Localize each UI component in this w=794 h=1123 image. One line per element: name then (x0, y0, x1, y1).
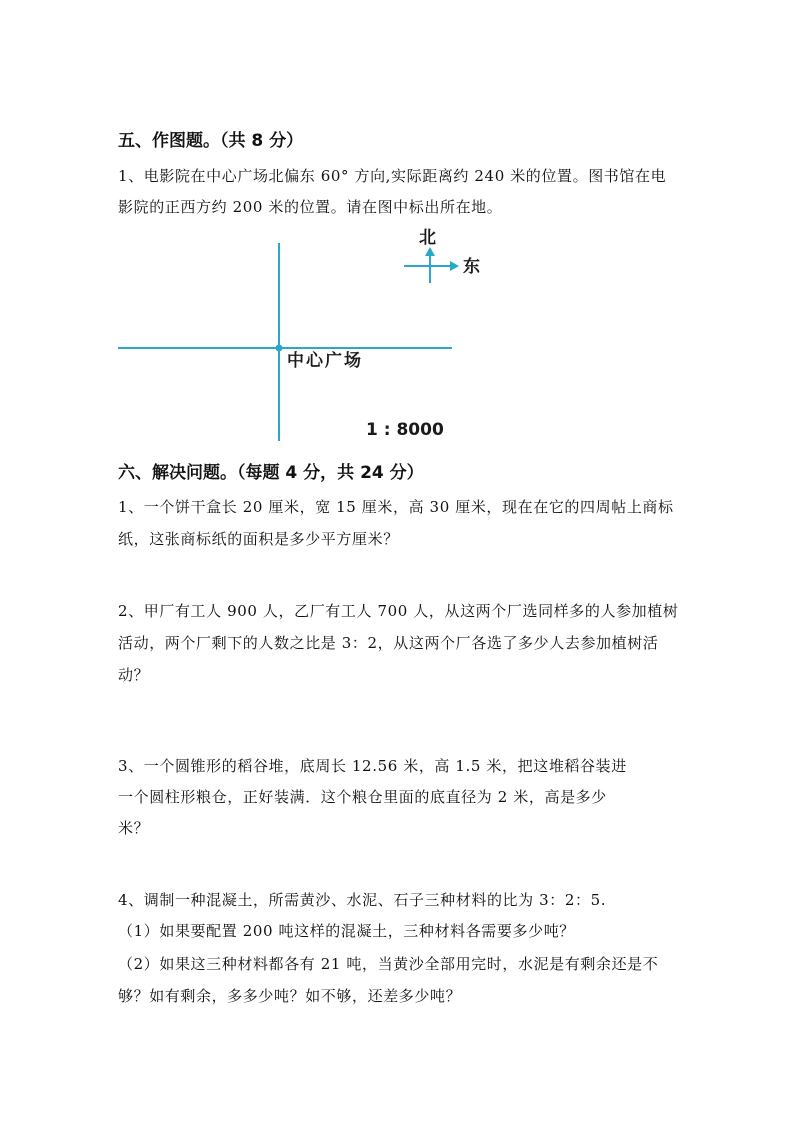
question-6-4-line-1: 4、调制一种混凝土，所需黄沙、水泥、石子三种材料的比为 3：2：5. (118, 891, 607, 909)
east-label: 东 (463, 257, 480, 277)
section-6-heading: 六、解决问题。（每题 4 分，共 24 分） (118, 463, 424, 483)
question-6-4-line-3: （2）如果这三种材料都各有 21 吨，当黄沙全部用完时，水泥是有剩余还是不 (118, 955, 659, 973)
question-6-3-line-3: 米？ (118, 819, 150, 837)
question-6-1-line-1: 1、一个饼干盒长 20 厘米，宽 15 厘米，高 30 厘米，现在在它的四周帖上商标 (118, 498, 674, 516)
question-6-4-line-4: 够？如有剩余，多多少吨？如不够，还差多少吨？ (118, 987, 462, 1005)
question-6-3-line-1: 3、一个圆锥形的稻谷堆，底周长 12.56 米，高 1.5 米，把这堆稻谷装进 (118, 757, 627, 775)
question-5-1-line-2: 影院的正西方约 200 米的位置。请在图中标出所在地。 (118, 198, 503, 216)
question-6-2-line-3: 动？ (118, 666, 150, 684)
direction-diagram (0, 228, 794, 448)
center-point (276, 345, 283, 352)
section-5-heading: 五、作图题。（共 8 分） (118, 131, 304, 151)
center-label: 中心广场 (287, 351, 363, 371)
question-6-1-line-2: 纸，这张商标纸的面积是多少平方厘米？ (118, 530, 399, 548)
question-6-2-line-2: 活动，两个厂剩下的人数之比是 3：2，从这两个厂各选了多少人去参加植树活 (118, 634, 659, 652)
question-6-3-line-2: 一个圆柱形粮仓，正好装满．这个粮仓里面的底直径为 2 米，高是多少 (118, 788, 607, 806)
compass-icon (404, 247, 459, 283)
question-6-4-line-2: （1）如果要配置 200 吨这样的混凝土，三种材料各需要多少吨？ (118, 922, 575, 940)
question-6-2-line-1: 2、甲厂有工人 900 人，乙厂有工人 700 人，从这两个厂选同样多的人参加植树 (118, 602, 679, 620)
north-label: 北 (419, 228, 436, 248)
scale-label: 1 : 8000 (366, 420, 444, 440)
question-5-1-line-1: 1、电影院在中心广场北偏东 60° 方向,实际距离约 240 米的位置。图书馆在电 (118, 167, 667, 185)
